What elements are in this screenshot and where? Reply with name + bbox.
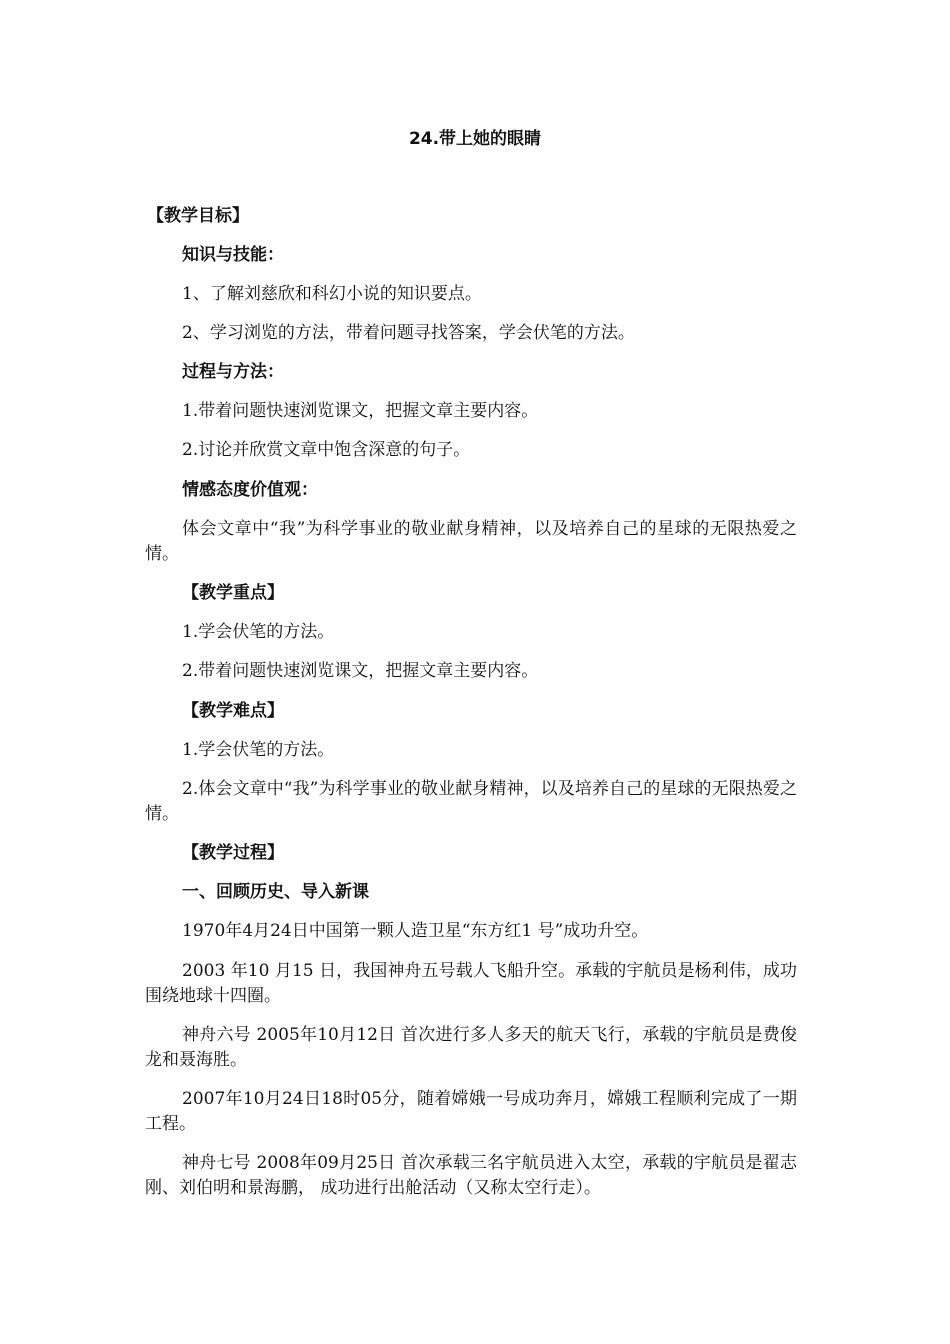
list-item: 2、学习浏览的方法，带着问题寻找答案，学会伏笔的方法。 [182, 323, 635, 343]
page-title: 24.带上她的眼睛 [408, 129, 542, 149]
history-paragraph: 2007年10月24日18时05分，随着嫦娥一号成功奔月，嫦娥工程顺利完成了一期工程。 [145, 1089, 797, 1134]
list-item: 1.学会伏笔的方法。 [182, 622, 335, 642]
list-item: 2.讨论并欣赏文章中饱含深意的句子。 [182, 440, 471, 460]
history-paragraph: 1970年4月24日中国第一颗人造卫星“东方红1 号”成功升空。 [182, 921, 649, 941]
process-method-heading: 过程与方法： [182, 362, 284, 382]
key-points-heading: 【教学重点】 [182, 583, 284, 603]
difficult-points-heading: 【教学难点】 [182, 701, 284, 721]
emotion-paragraph: 体会文章中“我”为科学事业的敬业献身精神，以及培养自己的星球的无限热爱之情。 [145, 519, 797, 564]
objectives-heading: 【教学目标】 [147, 206, 249, 226]
list-item: 1、了解刘慈欣和科幻小说的知识要点。 [182, 284, 482, 304]
emotion-heading: 情感态度价值观： [182, 480, 318, 500]
list-item: 1.学会伏笔的方法。 [182, 740, 335, 760]
list-item: 1.带着问题快速浏览课文，把握文章主要内容。 [182, 401, 539, 421]
history-paragraph: 神舟七号 2008年09月25日 首次承载三名宇航员进入太空，承载的宇航员是翟志刚、刘伯明和景海鹏， 成功进行出舱活动（又称太空行走）。 [145, 1153, 797, 1198]
history-paragraph: 2003 年10 月15 日，我国神舟五号载人飞船升空。承载的宇航员是杨利伟，成功围绕地球十四圈。 [145, 961, 797, 1006]
history-paragraph: 神舟六号 2005年10月12日 首次进行多人多天的航天飞行，承载的宇航员是费俊龙和聂海胜。 [145, 1025, 797, 1070]
knowledge-heading: 知识与技能： [182, 245, 284, 265]
list-item: 2.带着问题快速浏览课文，把握文章主要内容。 [182, 661, 539, 681]
teaching-process-heading: 【教学过程】 [182, 843, 284, 863]
section-heading: 一、回顾历史、导入新课 [182, 882, 369, 902]
list-item: 2.体会文章中“我”为科学事业的敬业献身精神，以及培养自己的星球的无限热爱之情。 [145, 779, 797, 824]
